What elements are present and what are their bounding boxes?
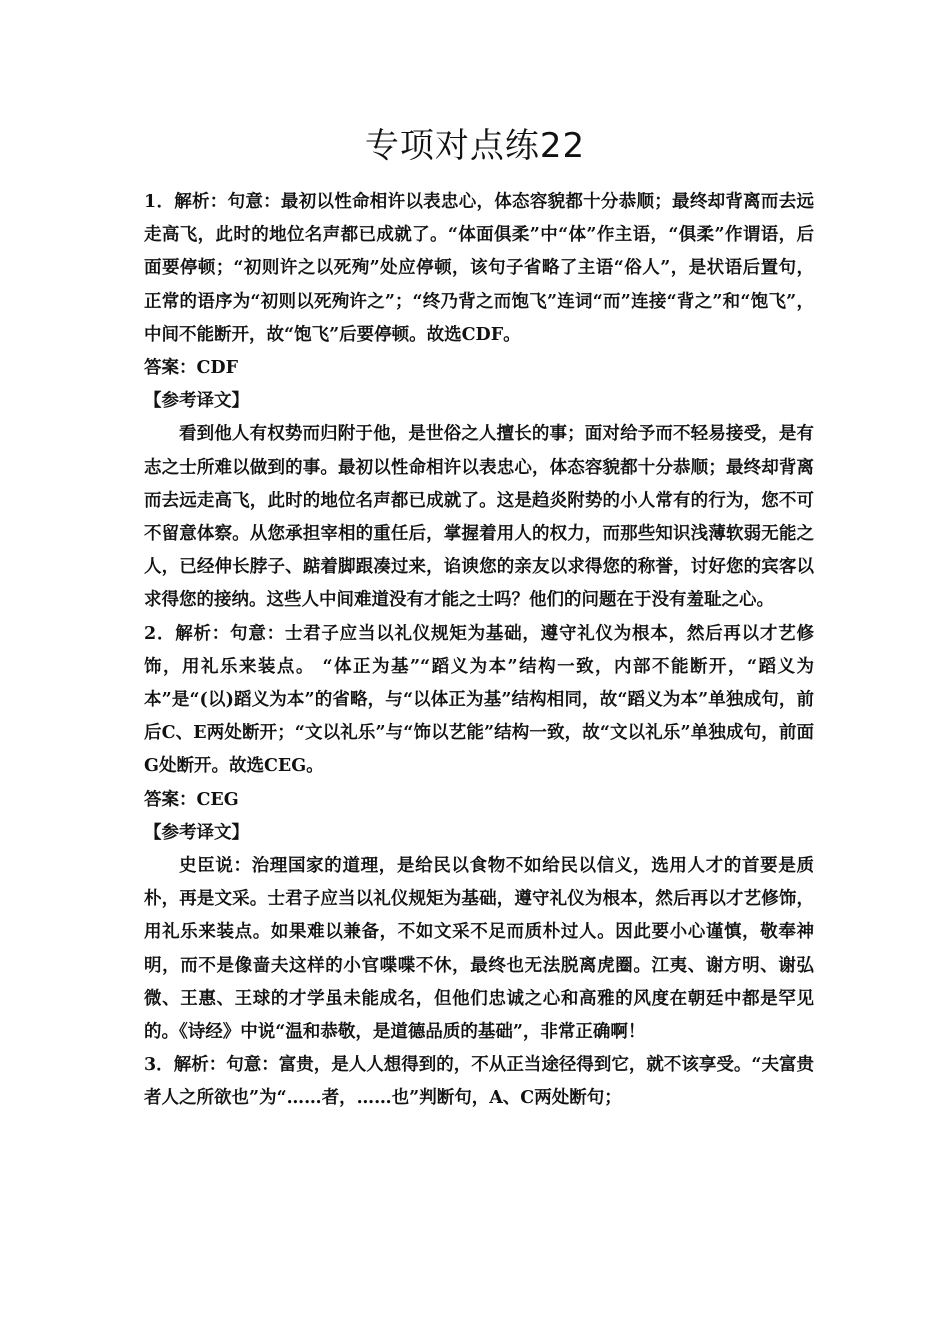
item-1-answer-label: 答案：: [144, 358, 197, 379]
item-3-number-label: 3．解析：: [144, 1055, 227, 1076]
item-1-analysis: [144, 186, 814, 352]
item-2-answer-label: 答案：: [144, 789, 197, 810]
item-1-translation: 看到他人有权势而归附于他，是世俗之人擅长的事；面对给予而不轻易接受，是有志之士所难以做到的事。最初以性命相许以表忠心，体态容貌都十分恭顺；最终却背离而去远走高飞，此时的地位名声都已成就了。这是趋炎附势的小人常有的行为，您不可不留意体察。从您承担宰相的重任后，掌握着用人的权力，而那些知识浅薄软弱无能之人，已经伸长脖子、踮着脚跟凑过来，谄谀您的亲友以求得您的称誉，讨好您的宾客以求得您的接纳。这些人中间难道没有才能之士吗？他们的问题在于没有羞耻之心。: [144, 424, 814, 611]
item-1-number-label: 1．解析：: [144, 192, 228, 212]
page-title: 专项对点练22: [364, 126, 586, 166]
item-2-analysis-text: 句意：士君子应当以礼仪规矩为基础，遵守礼仪为根本，然后再以才艺修饰，用礼乐来装点。 “体正为基”“蹈义为本”结构一致，内部不能断开，“蹈义为本”是“(以)蹈义为本”的省略，与“以体正为基”结构相同，故“蹈义为本”单独成句，前后C、E两处断开；“文以礼乐”与“饰以艺能”结构一致，故“文以礼乐”单独成句，前面G处断开。故选CEG。: [144, 623, 814, 777]
document-body: [144, 186, 814, 1116]
item-2-analysis: [144, 618, 814, 784]
item-1-answer-value: CDF: [196, 358, 239, 379]
item-3-analysis-text: 句意：富贵，是人人想得到的，不从正当途径得到它，就不该享受。“夫富贵者人之所欲也”为“……者，……也”判断句，A、C两处断句；: [144, 1055, 814, 1109]
item-2-translation: 史臣说：治理国家的道理，是给民以食物不如给民以信义，选用人才的首要是质朴，再是文采。士君子应当以礼仪规矩为基础，遵守礼仪为根本，然后再以才艺修饰，用礼乐来装点。如果难以兼备，不如文采不足而质朴过人。因此要小心谨慎，敬奉神明，而不是像啬夫这样的小官喋喋不休，最终也无法脱离虎圈。江夷、谢方明、谢弘微、王惠、王球的才学虽未能成名，但他们忠诚之心和高雅的风度在朝廷中都是罕见的。《诗经》中说“温和恭敬，是道德品质的基础”，非常正确啊！: [144, 856, 814, 1043]
item-2-answer: [144, 784, 814, 817]
item-2-number-label: 2．解析：: [144, 623, 231, 644]
item-1-translation-heading: 【参考译文】: [144, 391, 249, 412]
item-2-translation-heading: 【参考译文】: [144, 822, 249, 843]
item-3-analysis: [144, 1049, 814, 1115]
item-1-analysis-text: 句意：最初以性命相许以表忠心，体态容貌都十分恭顺；最终却背离而去远走高飞，此时的地位名声都已成就了。“体面俱柔”中“体”作主语，“俱柔”作谓语，后面要停顿；“初则许之以死殉”处应停顿，该句子省略了主语“俗人”，是状语后置句，正常的语序为“初则以死殉许之”；“终乃背之而饱飞”连词“而”连接“背之”和“饱飞”，中间不能断开，故“饱飞”后要停顿。故选CDF。: [144, 192, 814, 345]
item-1-answer: [144, 352, 814, 385]
item-2-answer-value: CEG: [196, 789, 239, 810]
